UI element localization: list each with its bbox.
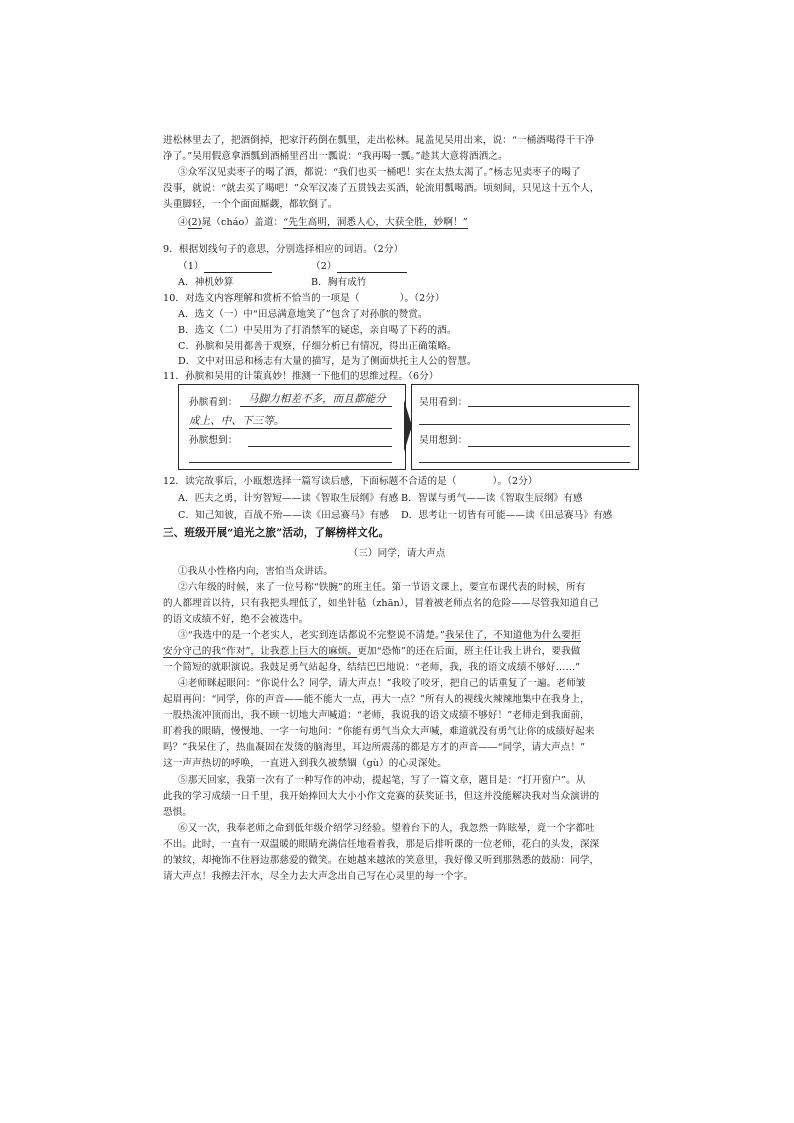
underline-num: (2)	[187, 217, 202, 228]
story-line: ①我从小性格内向，害怕当众讲话。	[178, 566, 334, 577]
story-line: 请大声点！我擦去汗水，尽全力去大声念出自己写在心灵里的每一个字。	[163, 871, 474, 882]
story-line: 的人都埋首以待，只有我把头埋低了，如坐针毡（zhān），冒着被老师点名的危险——尽管我知道自己	[163, 598, 599, 609]
question-9-stem: 9．根据划线句子的意思，分别选择相应的词语。（2分）	[163, 244, 404, 255]
sun-thought-label: 孙膑想到：	[189, 435, 238, 446]
passage-line-underlined	[178, 216, 468, 229]
underlined-sentence: 我呆住了，不知道他为什么要拒	[444, 630, 581, 641]
question-10-option-b: B．选文（二）中吴用为了打消禁军的疑虑，亲自喝了下药的酒。	[178, 325, 457, 336]
wu-saw-label: 吴用看到：	[419, 397, 468, 408]
answer-line[interactable]	[189, 462, 392, 463]
answer-line[interactable]	[189, 428, 392, 429]
question-9-blank-1: （1）	[178, 260, 272, 273]
handwritten-answer: 马脚力相差不多，而且都能分	[248, 393, 386, 405]
speaker-name: 晁（cháo）盖道：	[201, 217, 284, 228]
handwritten-answer: 成上、中、下三等。	[189, 415, 285, 427]
question-10-stem: 10．对选文内容理解和赏析不恰当的一项是（ ）。（2分）	[163, 293, 445, 304]
underlined-sentence: 安分守己的我“作对”，让我惹上巨大的麻烦。	[163, 646, 358, 657]
question-12-option-c: C．知己知彼，百战不殆——读《田忌赛马》有感	[178, 510, 390, 521]
passage-line: ③众军汉见卖枣子的喝了酒，都说：“我们也买一桶吧！实在太热太渴了。”杨志见卖枣子的喝了	[178, 167, 581, 178]
story-line: 不出。此时，一直有一双温暖的眼睛充满信任地看着我，那是后排听课的一位老师，花白的头发，深深	[163, 839, 600, 850]
question-9-option-b: B．胸有成竹	[311, 277, 367, 288]
story-line: 此我的学习成绩一日千里，我开始捧回大大小小作文竞赛的获奖证书，但这并没能解决我对当众演讲的	[163, 791, 600, 802]
passage-line: 净了。”吴用假意拿酒瓢到酒桶里舀出一瓢说：“我再喝一瓢。”趁其大意将酒洒之。	[163, 151, 508, 162]
section-heading: 三、班级开展“追光之旅”活动，了解榜样文化。	[163, 527, 390, 539]
sun-saw-label: 孙膑看到：	[189, 397, 238, 408]
para-marker: ④	[178, 217, 188, 228]
answer-line[interactable]	[419, 424, 630, 425]
story-line: ⑥又一次，我奉老师之命到低年级介绍学习经验。望着台下的人，我忽然一阵眩晕，竟一个字都吐	[178, 823, 595, 834]
story-line: 盯着我的眼睛，慢慢地、一字一句地问：“你能有勇气当众大声喊，难道就没有勇气让你的成绩好起来	[163, 726, 595, 737]
question-12-option-d: D．思考让一切皆有可能——读《田忌赛马》有感	[401, 510, 613, 521]
wu-thought-label: 吴用想到：	[419, 435, 468, 446]
story-line: ④老师眯起眼问：“你说什么？同学，请大声点！”我咬了咬牙，把自己的话重复了一遍。老师皱	[178, 678, 586, 689]
question-10-option-d: D．文中对田忌和杨志有大量的描写，是为了侧面烘托主人公的智慧。	[178, 356, 477, 367]
story-title: （三）同学，请大声点	[348, 548, 446, 559]
question-9-option-a: A．神机妙算	[178, 277, 234, 288]
story-line: 恐惧。	[163, 807, 193, 818]
story-line: 一个简短的就职演说。我鼓足勇气站起身，结结巴巴地说：“老师，我，我的语文成绩不够好……”	[163, 662, 581, 673]
answer-line[interactable]	[468, 446, 630, 447]
answer-blank[interactable]	[337, 261, 407, 273]
story-line: ③“我选中的是一个老实人，老实到连话都说不完整说不清楚。”我呆住了，不知道他为什么要拒	[178, 630, 581, 641]
answer-line[interactable]	[468, 406, 630, 407]
story-line: 吗？”我呆住了，热血凝固在发烫的脑海里，耳边所震荡的都是方才的声音——“同学，请大声点！”	[163, 742, 586, 753]
passage-line: 头重脚轻，一个个面面厮觑，都软倒了。	[163, 199, 338, 210]
question-12-option-b: B．智谋与勇气——读《智取生辰纲》有感	[401, 493, 583, 504]
answer-line[interactable]	[240, 406, 392, 407]
story-line: 的语文成绩不好，绝不会被选中。	[163, 614, 309, 625]
question-10-option-a: A．选文（一）中“田忌满意地笑了”包含了对孙膑的赞赏。	[178, 309, 428, 320]
answer-line[interactable]	[248, 446, 392, 447]
story-line: 的皱纹，却掩饰不住唇边那慈爱的微笑。在她越来越浓的笑意里，我好像又听到那熟悉的鼓励：同学，	[163, 855, 600, 866]
question-12-option-a: A．匹夫之勇，计穷智短——读《智取生辰纲》有感	[178, 493, 399, 504]
story-line: ②六年级的时候，来了一位号称“铁腕”的班主任。第一节语文课上，要宣布课代表的时候，所有	[178, 582, 586, 593]
story-line: ⑤那天回家，我第一次有了一种写作的冲动，提起笔，写了一篇文章，题目是：“打开窗户”。从	[178, 775, 586, 786]
question-11-stem: 11．孙膑和吴用的计策真妙！推测一下他们的思维过程。（6分）	[163, 371, 439, 382]
question-10-option-c: C．孙膑和吴用都善于观察，仔细分析已有情况，得出正确策略。	[178, 341, 457, 352]
question-9-blank-2: （2）	[311, 260, 407, 273]
passage-line: 进松林里去了，把酒倒掉，把家汗药倒在瓢里，走出松林。晁盖见吴用出来，说：“一桶酒喝得干干净	[163, 135, 595, 146]
answer-blank[interactable]	[204, 261, 272, 273]
story-line: 起眉再问：“同学，你的声音——能不能大一点，再大一点？”所有人的视线火辣辣地集中在我身上，	[163, 694, 590, 705]
question-12-stem: 12．读完故事后，小瓯想选择一篇写读后感，下面标题不合适的是（ ）。（2分）	[163, 476, 538, 487]
passage-line: 没事，就说：“就去买了喝吧！”众军汉凑了五贯钱去买酒，轮流用瓢喝酒。顷刻间，只见这十五个人，	[163, 183, 600, 194]
underlined-quote: “先生高明，洞悉人心，大获全胜，妙啊！”	[283, 217, 468, 228]
story-line: 这一声声热切的呼唤，一直进入到我久被禁锢（gù）的心灵深处。	[163, 758, 447, 769]
story-line: 安分守己的我“作对”，让我惹上巨大的麻烦。更加“恐怖”的还在后面，班主任让我上讲台，要我做	[163, 646, 581, 657]
answer-line[interactable]	[419, 462, 630, 463]
story-line: 一股热流冲顶而出，我不顾一切地大声喊道：“老师，我说我的语文成绩不够好！”老师走到我面前，	[163, 710, 590, 721]
